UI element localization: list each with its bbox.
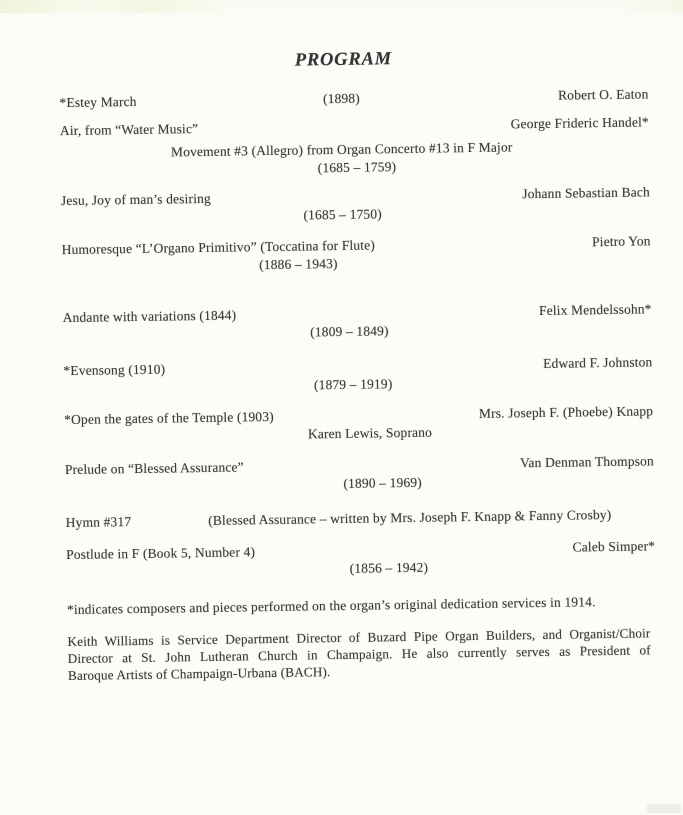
program-entry — [64, 403, 653, 446]
performer-credit: Karen Lewis, Soprano — [307, 424, 433, 442]
piece-subtitle: Movement #3 (Allegro) from Organ Concerto #13 in F Major — [170, 139, 513, 160]
piece-date: (1809 – 1849) — [310, 323, 389, 340]
composer-name: Caleb Simper* — [572, 538, 656, 555]
piece-date: (1879 – 1919) — [313, 376, 393, 393]
piece-title: Prelude on “Blessed Assurance” — [64, 459, 244, 478]
composer-name: Felix Mendelssohn* — [538, 301, 652, 318]
piece-title: Andante with variations (1844) — [62, 307, 237, 326]
piece-title: Postlude in F (Book 5, Number 4) — [66, 544, 256, 563]
piece-date: (1886 – 1943) — [259, 255, 338, 273]
program-entry — [63, 301, 652, 344]
bio-line: Director at St. John Lutheran Church in Champaign. He also currently serves as President of — [67, 642, 651, 667]
piece-title: *Evensong (1910) — [63, 361, 166, 379]
bio-line: Baroque Artists of Champaign-Urbana (BACH). — [67, 664, 331, 684]
piece-date: (1856 – 1942) — [349, 559, 429, 576]
piece-date: (1685 – 1750) — [303, 206, 382, 223]
program-entry — [60, 114, 650, 180]
composer-name: Edward F. Johnston — [543, 354, 653, 371]
page-title: PROGRAM — [294, 49, 393, 71]
piece-date: (1890 – 1969) — [343, 474, 422, 491]
asterisk-footnote: *indicates composers and pieces performed on the organ’s original dedication services in 1914. — [66, 594, 596, 618]
piece-title: Jesu, Joy of man’s desiring — [60, 190, 211, 209]
program-entry — [59, 86, 648, 111]
composer-name: Johann Sebastian Bach — [522, 184, 650, 202]
program-entry — [65, 453, 654, 496]
piece-title: *Open the gates of the Temple (1903) — [64, 408, 274, 428]
program-entry — [66, 538, 655, 581]
piece-title: Hymn #317 — [65, 514, 132, 531]
piece-title: Humoresque “L’Organo Primitivo” (Toccatina for Flute) — [61, 237, 376, 258]
composer-name: Robert O. Eaton — [557, 86, 649, 103]
program-entry — [63, 354, 652, 397]
piece-date: (1685 – 1759) — [317, 159, 397, 176]
composer-name: George Frideric Handel* — [510, 114, 649, 132]
composer-name: Pietro Yon — [591, 233, 651, 250]
piece-date: (1898) — [322, 90, 361, 107]
composer-name: Mrs. Joseph F. (Phoebe) Knapp — [478, 403, 654, 421]
composer-name: Van Denman Thompson — [519, 453, 654, 471]
program-entry — [62, 233, 651, 276]
program-entry — [66, 506, 655, 531]
piece-title: Air, from “Water Music” — [59, 121, 199, 139]
bio-paragraph — [67, 624, 651, 684]
bio-line: Keith Williams is Service Department Director of Buzard Pipe Organ Builders, and Organist/Choir — [67, 625, 651, 650]
program-entry — [61, 184, 650, 227]
piece-title: *Estey March — [59, 93, 137, 111]
hymn-note: (Blessed Assurance – written by Mrs. Joseph F. Knapp & Fanny Crosby) — [208, 506, 612, 528]
